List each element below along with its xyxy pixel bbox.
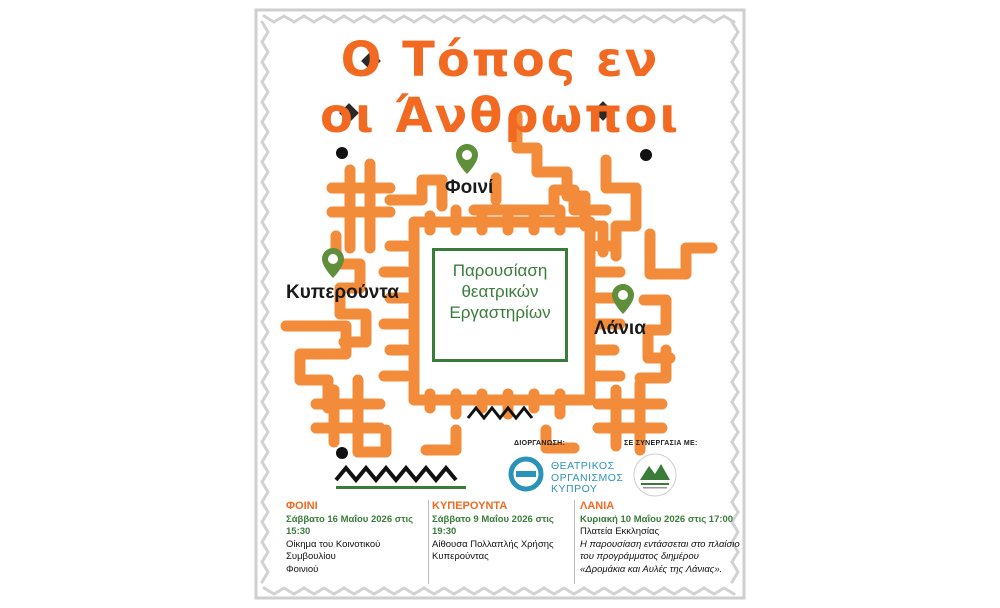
tho-line-3: ΚΥΠΡΟΥ [551,483,598,495]
center-line-2: θεατρικών [461,282,539,301]
divider [574,500,575,584]
title-line-2: οι Άνθρωποι [319,88,681,144]
divider [428,500,429,584]
event-note: «Δρομάκια και Αυλές της Λάνιας». [580,563,723,575]
event-date: Κυριακή 10 Μαΐου 2026 στις 17:00 [580,513,734,525]
tho-line-2: ΟΡΓΑΝΙΣΜΟΣ [551,471,624,484]
event-place: ΦΟΙΝΙ [286,500,318,512]
event-venue: Πλατεία Εκκλησίας [580,526,660,537]
cooperation-label: ΣΕ ΣΥΝΕΡΓΑΣΙΑ ΜΕ: [624,440,698,447]
place-label-lania: Λάνια [594,318,646,339]
event-venue: Αίθουσα Πολλαπλής Χρήσης [432,538,554,550]
event-note: του προγράμματος διημέρου [580,551,699,562]
event-kyperounta [432,500,572,564]
event-venue-2: Φοινιού [286,563,319,575]
tho-name [551,461,623,496]
event-note: Η παρουσίαση εντάσσεται στο πλαίσιο [580,538,740,550]
map-pin-icon [456,144,478,174]
event-venue: Οίκημα του Κοινοτικού Συμβουλίου [286,538,381,562]
event-venue-2: Κυπερούντας [432,551,489,562]
center-line-3: Εργαστηρίων [449,303,551,322]
organized-by-label: ΔΙΟΡΓΑΝΩΣΗ: [514,440,566,447]
event-place: ΚΥΠΕΡΟΥΝΤΑ [432,500,508,512]
center-heading [432,260,568,323]
event-lania [580,500,740,576]
tho-logo-icon [508,456,544,492]
tho-line-1: ΘΕΑΤΡΙΚΟΣ [551,460,615,472]
event-date: Σάββατο 9 Μαΐου 2026 στις 19:30 [432,513,554,537]
event-date: Σάββατο 16 Μαΐου 2026 στις 15:30 [286,513,414,537]
event-place: ΛΑΝΙΑ [580,500,615,512]
map-pin-icon [612,284,634,314]
title-line-1: Ο Τόπος εν [340,32,660,88]
place-label-foini: Φοινί [445,177,494,198]
map-pin-icon [322,248,344,278]
event-foini [286,500,426,576]
partner-logo-icon [632,452,678,498]
place-label-kyperounta: Κυπερούντα [286,282,399,303]
poster [246,0,754,608]
center-line-1: Παρουσίαση [452,261,548,280]
